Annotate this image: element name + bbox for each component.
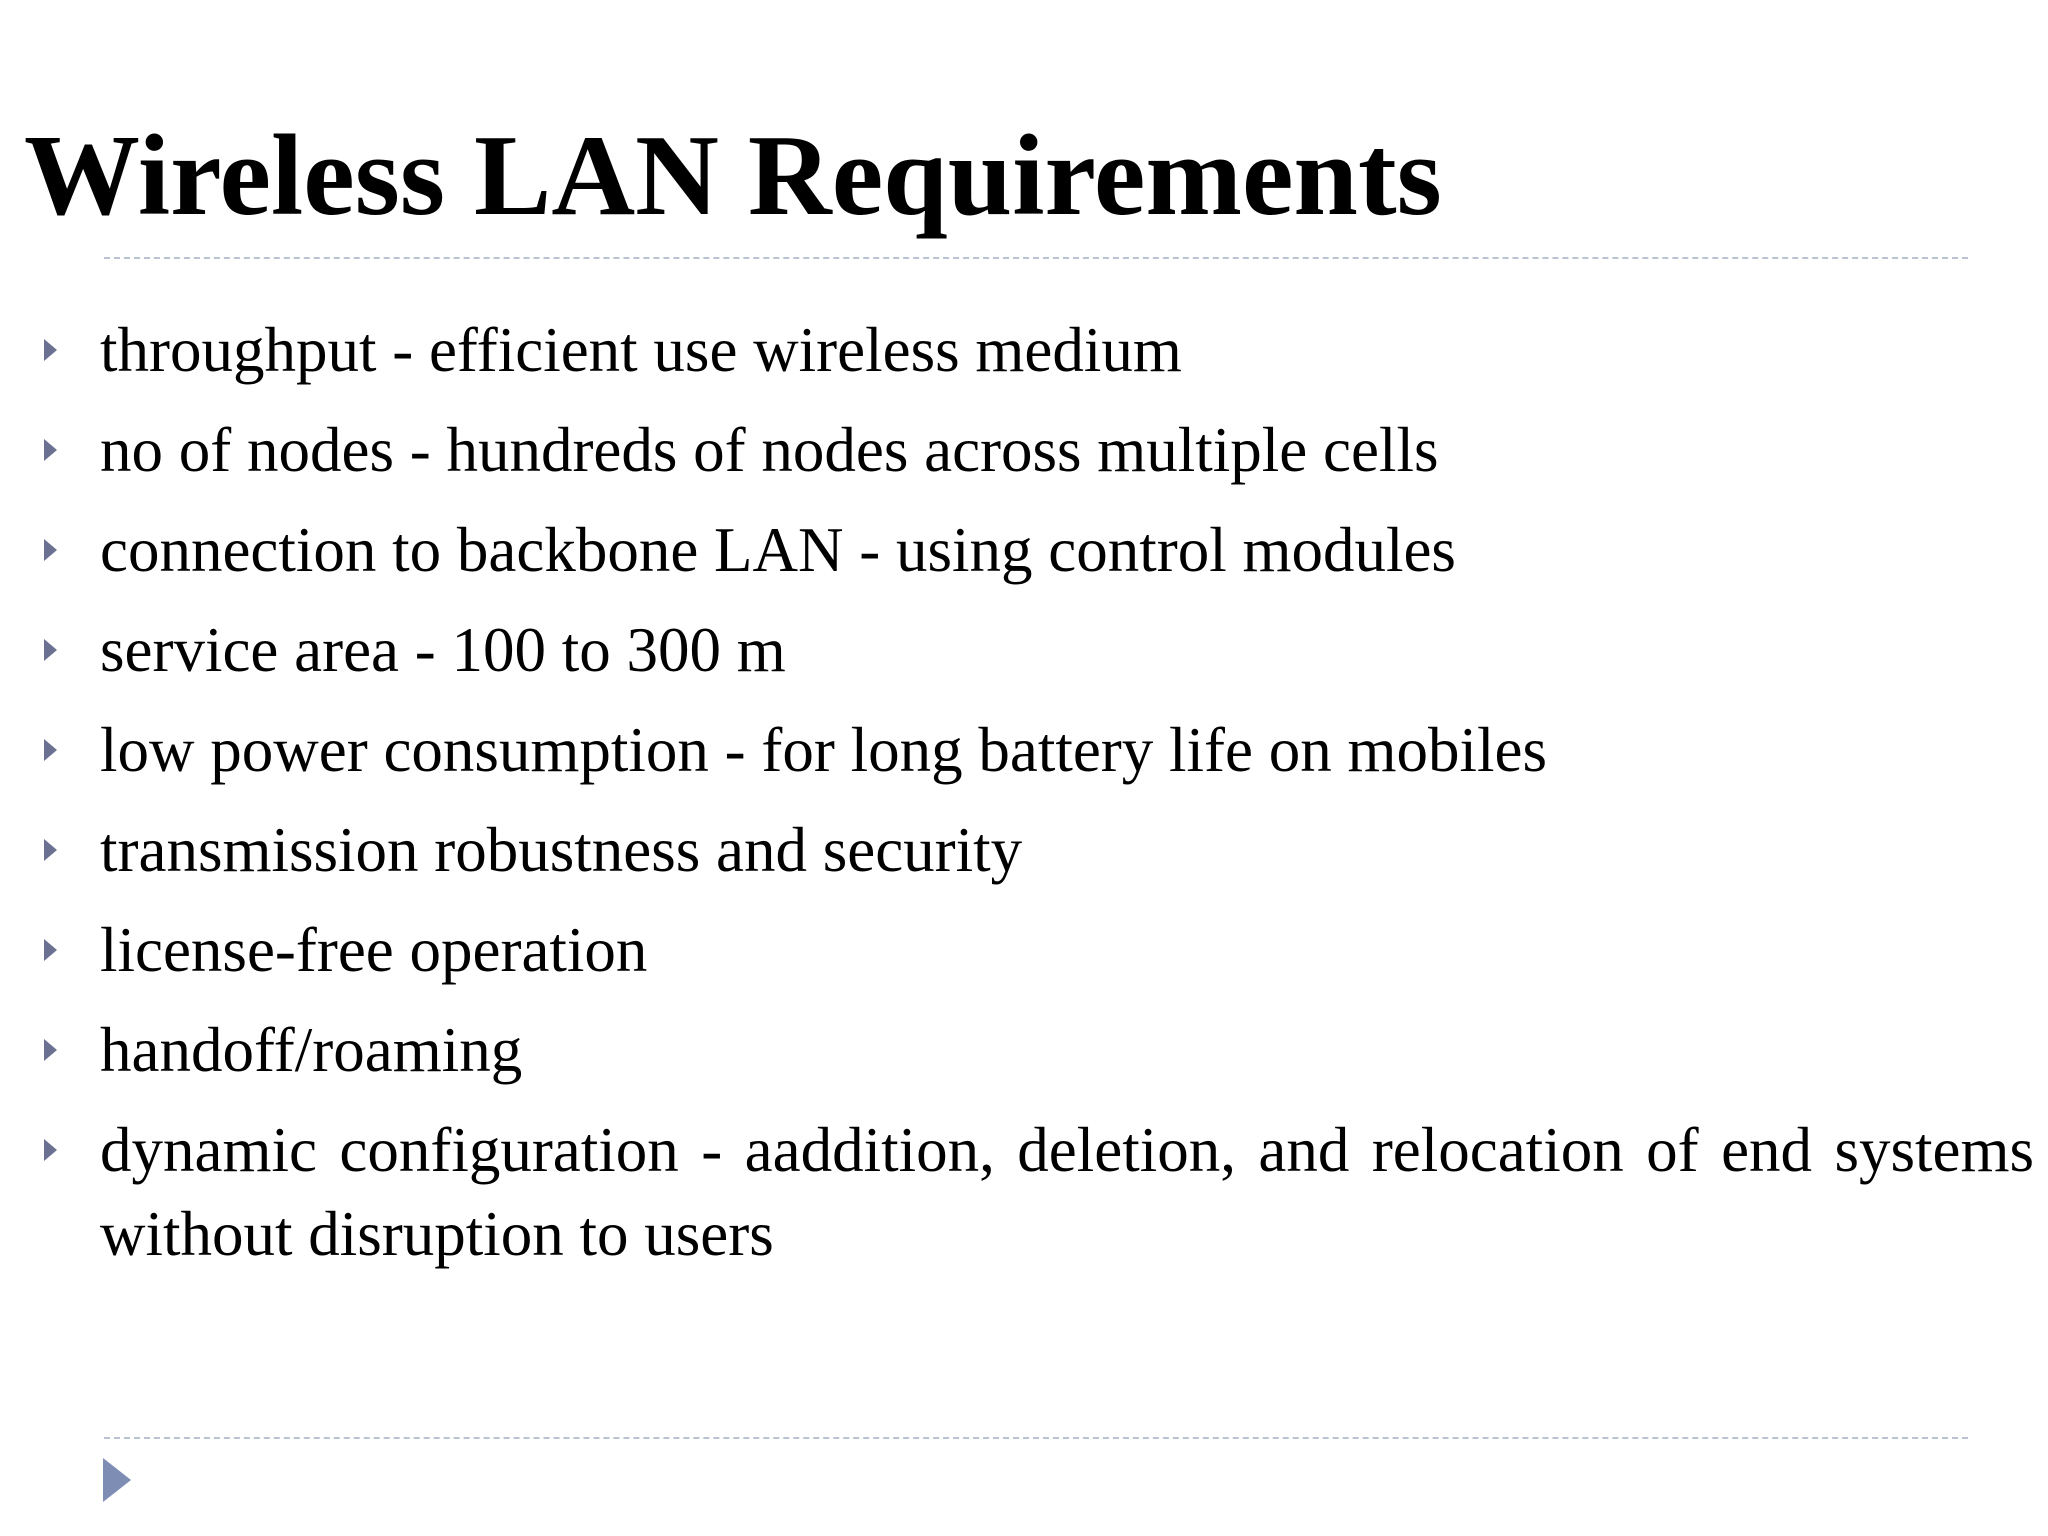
footer-divider xyxy=(104,1437,1968,1439)
bullet-arrow-icon xyxy=(44,739,57,761)
bullet-text: connection to backbone LAN - using control modules xyxy=(100,515,1456,585)
bullet-arrow-icon xyxy=(44,539,57,561)
bullet-arrow-icon xyxy=(44,339,57,361)
bullet-text: throughput - efficient use wireless medium xyxy=(100,315,1182,385)
list-item xyxy=(0,408,2048,492)
play-arrow-icon xyxy=(103,1458,131,1502)
bullet-text: no of nodes - hundreds of nodes across multiple cells xyxy=(100,415,1439,485)
bullet-arrow-icon xyxy=(44,939,57,961)
bullet-text: low power consumption - for long battery life on mobiles xyxy=(100,715,1547,785)
title-divider xyxy=(104,257,1968,259)
list-item xyxy=(0,308,2048,392)
bullet-arrow-icon xyxy=(44,439,57,461)
bullet-text: handoff/roaming xyxy=(100,1015,523,1085)
bullet-text: dynamic configuration - aaddition, deletion, and relocation of end systems without disruption to users xyxy=(100,1115,2034,1269)
list-item xyxy=(0,508,2048,592)
bullet-arrow-icon xyxy=(44,839,57,861)
bullet-arrow-icon xyxy=(44,639,57,661)
list-item xyxy=(0,1008,2048,1092)
list-item xyxy=(0,1108,2048,1276)
bullet-arrow-icon xyxy=(44,1039,57,1061)
list-item xyxy=(0,908,2048,992)
bullet-text: service area - 100 to 300 m xyxy=(100,615,786,685)
list-item xyxy=(0,708,2048,792)
requirements-list xyxy=(0,308,2048,1292)
bullet-text: transmission robustness and security xyxy=(100,815,1023,885)
slide-title: Wireless LAN Requirements xyxy=(24,112,1442,240)
bullet-arrow-icon xyxy=(44,1139,57,1161)
list-item xyxy=(0,808,2048,892)
list-item xyxy=(0,608,2048,692)
bullet-text: license-free operation xyxy=(100,915,648,985)
